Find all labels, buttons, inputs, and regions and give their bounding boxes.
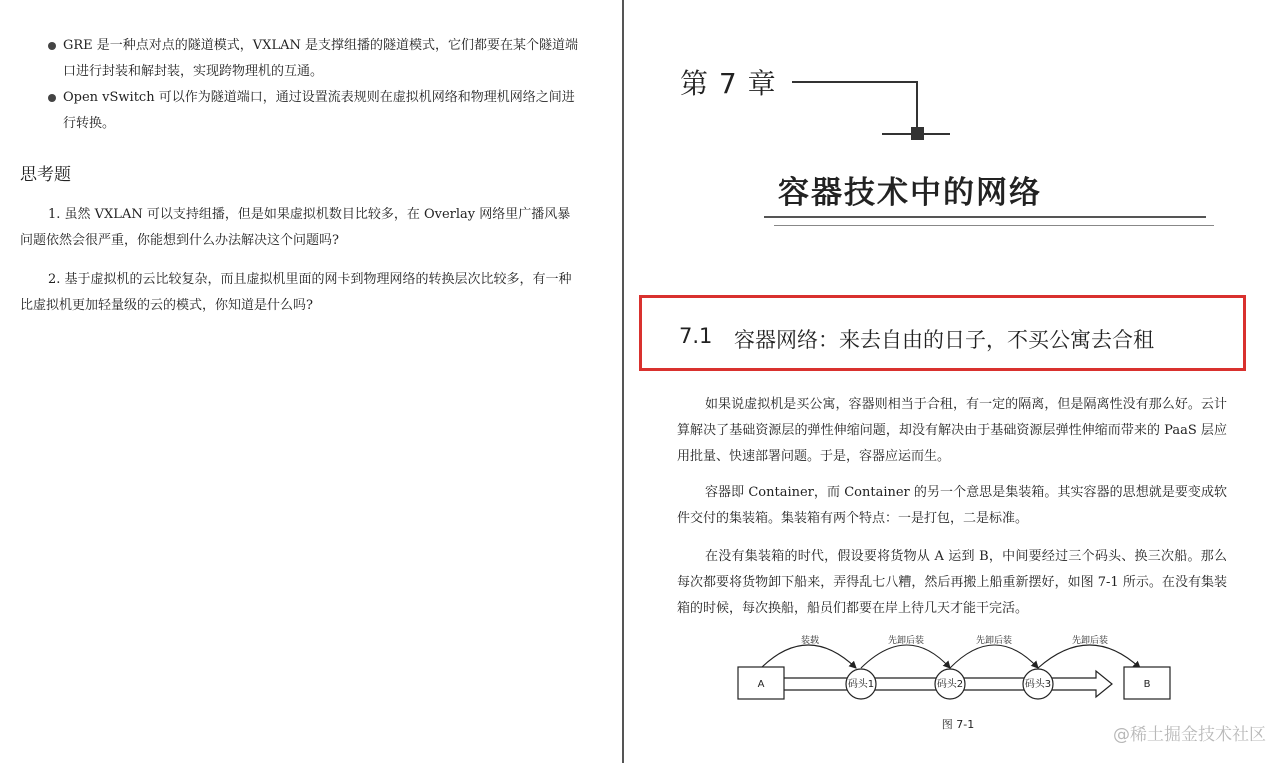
bullet-item [48,85,578,137]
left-page [0,0,622,763]
section-number: 7.1 [679,324,713,348]
node-label: B [1143,679,1151,690]
watermark: @稀土掘金技术社区 [1113,725,1266,745]
body-paragraph: 如果说虚拟机是买公寓，容器则相当于合租，有一定的隔离，但是隔离性没有那么好。云计算解决了基础资源层的弹性伸缩问题，却没有解决由于基础资源层弹性伸缩而带来的 PaaS 层应用批量、快速部署问题。于是，容器应运而生。 [677,397,1227,464]
arc-label: 先卸后装 [975,636,1013,646]
question-item: 1. 虽然 VXLAN 可以支持组播，但是如果虚拟机数目比较多，在 Overlay 网络里广播风暴问题依然会很严重，你能想到什么办法解决这个问题吗? [20,207,571,248]
bullet-text: Open vSwitch 可以作为隧道端口，通过设置流表规则在虚拟机网络和物理机网络之间进行转换。 [63,90,575,131]
arc-label: 装载 [800,636,820,646]
body-paragraph: 在没有集装箱的时代，假设要将货物从 A 运到 B，中间要经过三个码头、换三次船。那么每次都要将货物卸下船来，弄得乱七八糟，然后再搬上船重新摆好，如图 7-1 所示。在没有集装箱的时候，每次换船，船员们都要在岸上待几天才能干完活。 [677,549,1227,616]
body-paragraph: 容器即 Container，而 Container 的另一个意思是集装箱。其实容器的思想就是要变成软件交付的集装箱。集装箱有两个特点：一是打包，二是标准。 [677,485,1227,526]
arc-label: 先卸后装 [887,636,925,646]
node-label: 码头2 [936,679,964,690]
section-heading: 思考题 [20,165,71,185]
bullet-text: GRE 是一种点对点的隧道模式，VXLAN 是支撑组播的隧道模式，它们都要在某个隧道端口进行封装和解封装，实现跨物理机的互通。 [63,38,578,79]
arc-transfer [950,645,1038,668]
arc-load [761,645,856,668]
question-item: 2. 基于虚拟机的云比较复杂，而且虚拟机里面的网卡到物理网络的转换层次比较多，有一种比虚拟机更加轻量级的云的模式，你知道是什么吗? [20,272,572,313]
section-title: 容器网络：来去自由的日子，不买公寓去合租 [734,328,1154,352]
chapter-decoration-line [916,81,918,133]
shipping-diagram [728,628,1188,714]
figure-caption: 图 7-1 [941,718,975,731]
chapter-decoration-line [792,81,918,83]
node-label: A [757,679,765,690]
arc-transfer [861,645,950,668]
title-rule [774,225,1214,226]
bullet-item [48,33,578,85]
arc-transfer [1038,645,1140,668]
title-rule [764,216,1206,218]
bullet-dot-icon [48,94,56,102]
arc-label: 先卸后装 [1071,636,1109,646]
node-label: 码头3 [1024,679,1052,690]
node-label: 码头1 [847,679,875,690]
chapter-title: 容器技术中的网络 [778,175,1042,211]
chapter-decoration-square [911,127,924,140]
right-page [624,0,1284,763]
bullet-dot-icon [48,42,56,50]
chapter-label: 第 7 章 [680,67,777,100]
